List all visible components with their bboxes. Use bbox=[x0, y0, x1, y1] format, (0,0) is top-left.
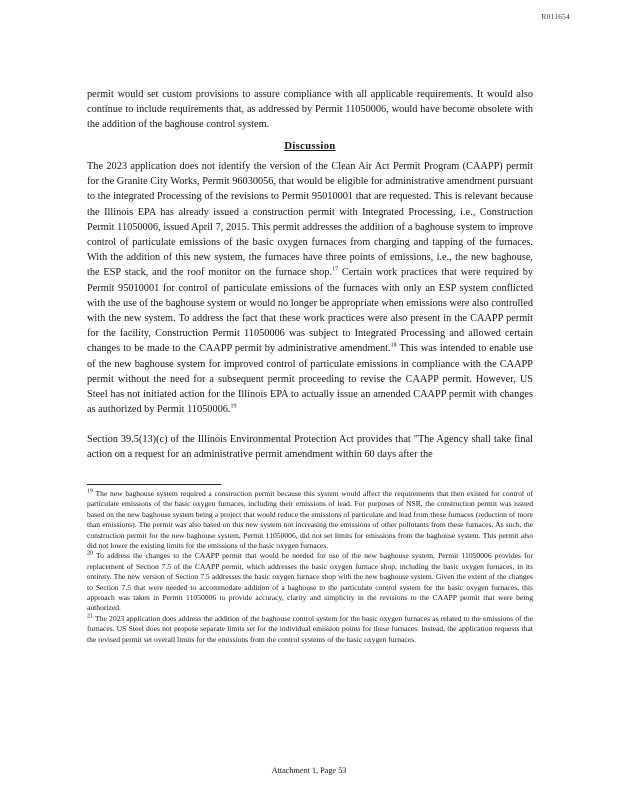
footnote-mark: 21 bbox=[87, 613, 93, 620]
footnote bbox=[87, 614, 533, 645]
footnote-text: The new baghouse system required a construction permit because this system would affect the requirements that then existed for control of particulate emissions of the basic oxygen furnaces, including their emissions of lead. For purposes of NSR, the construction permit was issued based on the new baghouse system being a project that would reduce the emissions of particulate and lead from these furnaces (reduction of more than emissions). The permit was also based on this new system not increasing the emissions of other pollutants from these furnaces. As such, the construction permit for the new baghouse system, Permit 11050006, did not set limits for emissions from the baghouse system. This permit also did not lower the existing limits for the emissions of the basic oxygen furnaces. bbox=[87, 489, 533, 551]
footnote-reference: 17 bbox=[332, 267, 339, 273]
section-heading: Discussion bbox=[284, 141, 336, 152]
footnote bbox=[87, 551, 533, 613]
discussion-paragraph bbox=[87, 159, 533, 417]
paragraph-text bbox=[87, 159, 533, 417]
footnote-divider bbox=[87, 484, 221, 485]
page-footer: Attachment 1, Page 53 bbox=[271, 766, 347, 775]
paragraph-segment: Certain work practices that were required by Permit 95010001 for control of particulate emissions of the furnaces with only an ESP system conflicted with the use of the baghouse system or would no longer be appropriate when emissions were also controlled with the new system. To address the fact that these work practices were also present in the CAAPP permit for the facility, Construction Permit 11050006 was subject to Integrated Processing and allowed certain changes to be made to the CAAPP permit by administrative amendment. bbox=[87, 267, 534, 355]
footnote-text: To address the changes to the CAAPP permit that would be needed for use of the new baghouse system, Permit 11050006 provides for replacement of Section 7.5 of the CAAPP permit, which addresses the basic oxygen furnace shop, including the basic oxygen furnaces, in its entirety. The new version of Section 7.5 addresses the basic oxygen furnace shop with the new baghouse system. Given the extent of the changes to Section 7.5 that were needed to accommodate addition of a baghouse to the particulate control system for the basic oxygen furnaces, this approach was taken in Permit 11050006 to provide accuracy, clarity and simplicity in the revisions to the CAAPP permit that were being authorized. bbox=[87, 551, 533, 613]
paragraph-text: permit would set custom provisions to assure compliance with all applicable requirements. It would also continue to include requirements that, as addressed by Permit 11050006, would have become obsolete with the addition of the baghouse control system. bbox=[87, 89, 533, 131]
document-reference-number: R011654 bbox=[541, 12, 570, 21]
footnote-text: The 2023 application does address the addition of the baghouse control system for the basic oxygen furnaces as related to the emissions of the furnaces. US Steel does not propose separate limits set for the individual emission points for these furnaces. Instead, the application requests that the revised permit set overall limits for the emissions from the control systems of the basic oxygen furnaces. bbox=[87, 613, 533, 644]
paragraph-segment: This was intended to enable use of the new baghouse system for improved control of particulate emissions in compliance with the CAAPP permit without the need for a subsequent permit proceeding to revise the CAAPP permit. However, US Steel has not initiated action for the Illinois EPA to actually issue an amended CAAPP permit with changes as authorized by Permit 11050006. bbox=[87, 343, 533, 416]
footnote bbox=[87, 489, 533, 551]
footnotes-section bbox=[87, 489, 533, 645]
footnote-reference: 19 bbox=[230, 403, 237, 410]
paragraph-continuation bbox=[87, 87, 533, 133]
paragraph-text: Section 39.5(13)(c) of the Illinois Environmental Protection Act provides that "The Agency shall take final action on a request for an administrative permit amendment within 60 days after the bbox=[87, 434, 533, 461]
footnote-reference: 18 bbox=[390, 343, 397, 350]
statute-paragraph bbox=[87, 432, 533, 462]
footnote-mark: 19 bbox=[87, 488, 93, 495]
footnote-mark: 20 bbox=[87, 550, 93, 557]
paragraph-segment: The 2023 application does not identify the version of the Clean Air Act Permit Program (CAAPP) permit for the Granite City Works, Permit 96030056, that would be eligible for administrative amendment pursuant to the integrated Processing of the revisions to Permit 95010001 that are requested. This is relevant because the Illinois EPA has already issued a construction permit with Integrated Processing, i.e., Construction Permit 11050006, issued April 7, 2015. This permit addresses the addition of a baghouse system to improve control of particulate emissions of the basic oxygen furnaces from charging and tapping of the furnaces. With the addition of this new system, the furnaces have three points of emissions, i.e., the new baghouse, the ESP stack, and the roof monitor on the furnace shop. bbox=[87, 161, 533, 279]
